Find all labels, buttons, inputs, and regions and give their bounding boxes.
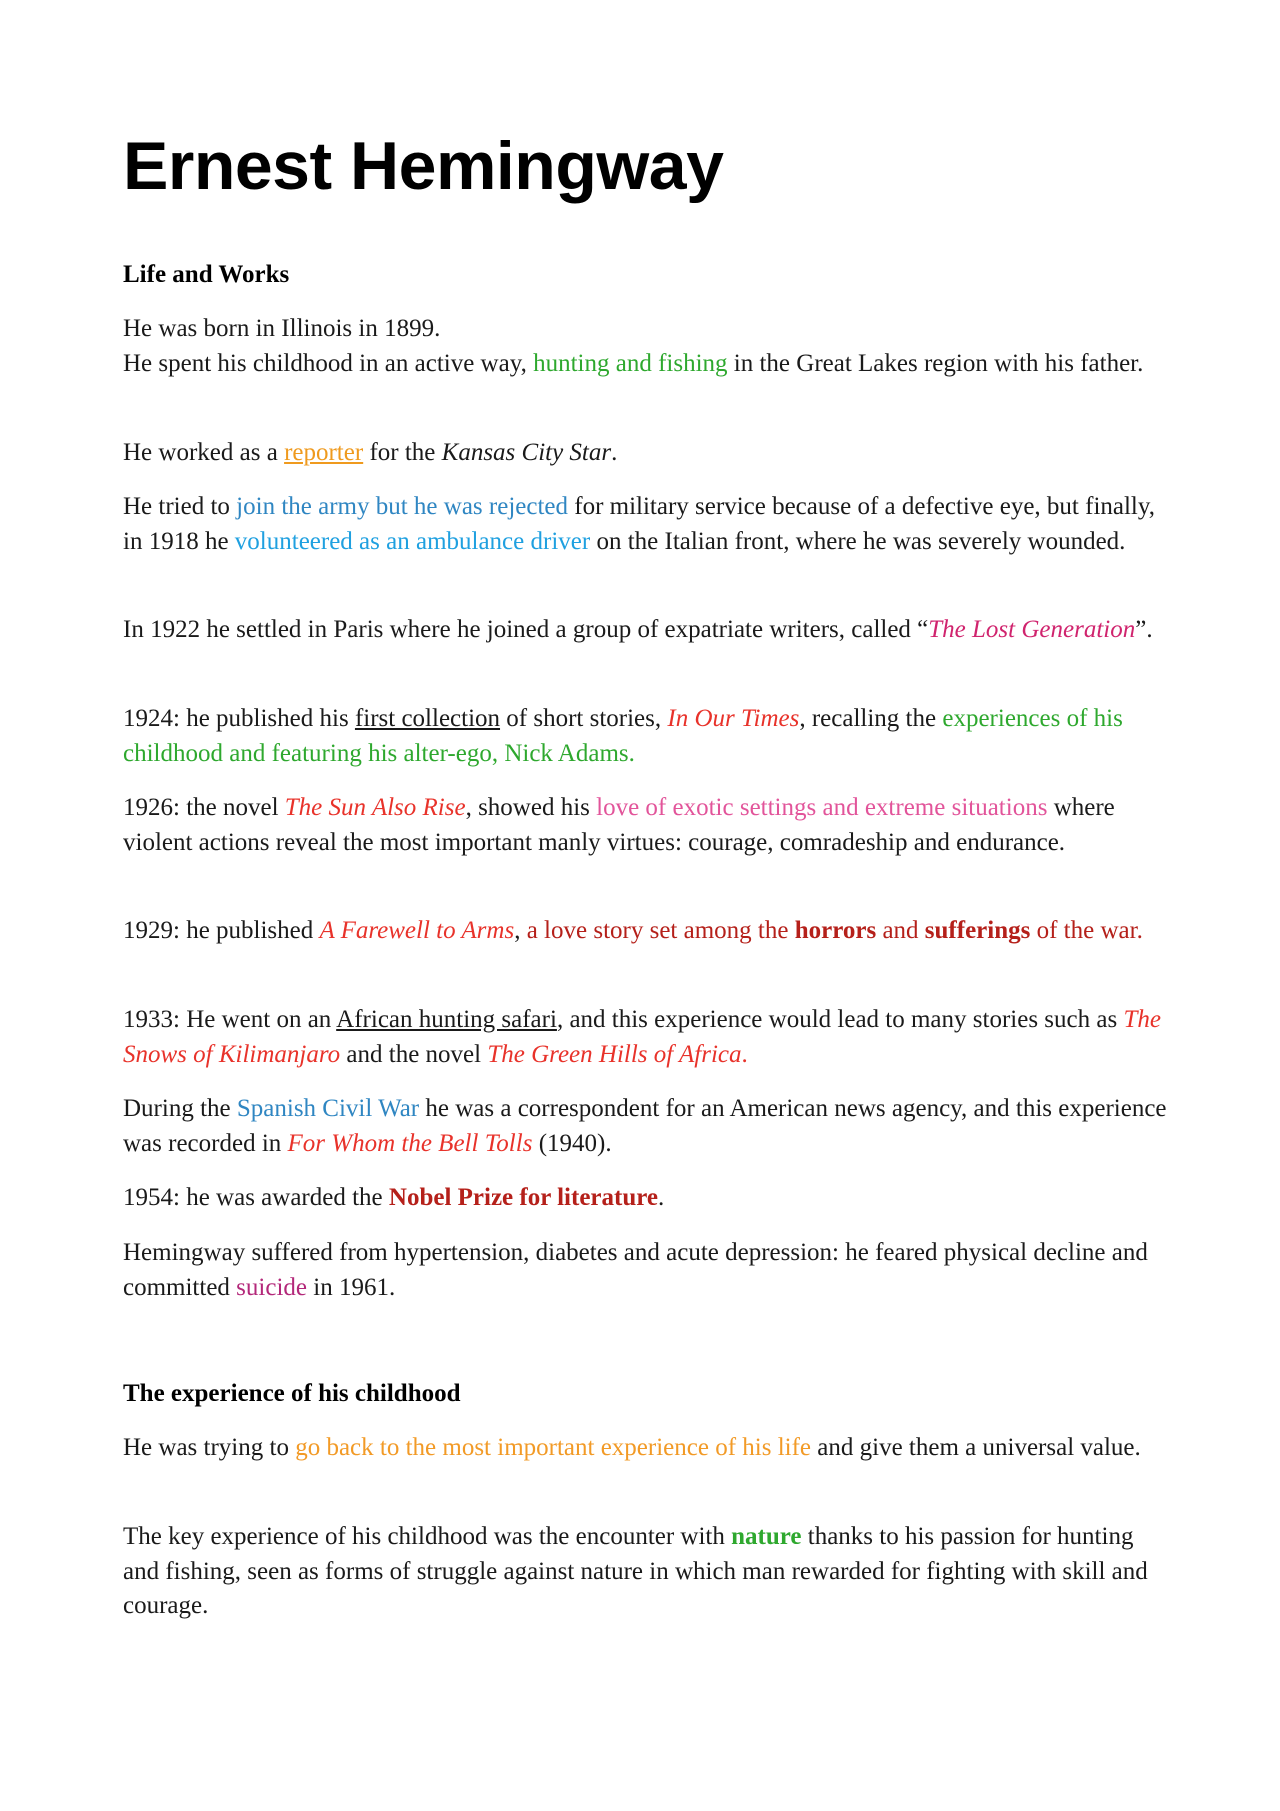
text: , recalling the [799, 705, 943, 732]
text: He spent his childhood in an active way, [123, 349, 534, 377]
section-childhood [123, 1377, 1173, 1412]
highlight-nick-adams: experiences of his childhood and featuring his alter-ego, Nick Adams. [123, 705, 1123, 767]
highlight-nobel-prize: Nobel Prize for literature [388, 1184, 658, 1211]
highlight-spanish-civil-war: Spanish Civil War [236, 1095, 420, 1122]
text: in 1961. [307, 1273, 396, 1301]
title-green-hills-of-africa: The Green Hills of Africa [487, 1040, 742, 1068]
paragraph-army [123, 490, 1173, 559]
text: where violent actions reveal the most important manly virtues: courage, comradeship and endurance. [123, 794, 1115, 856]
text: (1940). [532, 1129, 612, 1157]
text: 1929: he published [123, 917, 320, 944]
page-title: Ernest Hemingway [123, 128, 724, 204]
text: . [658, 1184, 665, 1211]
title-kansas-city-star: Kansas City Star [441, 439, 612, 466]
text: During the [123, 1095, 237, 1122]
text: 1933: He went on an [123, 1006, 337, 1033]
text: for the [363, 439, 442, 466]
text: He tried to [123, 493, 237, 520]
highlight-first-collection: first collection [354, 705, 501, 732]
title-farewell-to-arms: A Farewell to Arms [319, 917, 515, 944]
title-for-whom-bell-tolls: For Whom the Bell Tolls [287, 1129, 533, 1157]
paragraph-paris [123, 613, 1173, 648]
text: and give them a universal value. [811, 1434, 1141, 1461]
paragraph-go-back [123, 1431, 1173, 1466]
text: . [741, 1040, 748, 1068]
highlight-ambulance-driver: volunteered as an ambulance driver [234, 527, 591, 555]
paragraph-reporter [123, 436, 1173, 471]
highlight-lost-generation: The Lost Generation [928, 616, 1136, 643]
highlight-reporter: reporter [284, 439, 364, 466]
paragraph-spanish-civil-war [123, 1092, 1173, 1161]
text: Hemingway suffered from hypertension, diabetes and acute depression: he feared physical decline and committed [123, 1239, 1148, 1301]
paragraph-1929 [123, 914, 1173, 949]
title-in-our-times: In Our Times [667, 705, 800, 732]
highlight-exotic-settings: love of exotic settings and extreme situations [596, 794, 1048, 821]
highlight-love-story: a love story set among the [526, 917, 795, 944]
text: of short stories, [500, 705, 668, 732]
paragraph-death [123, 1236, 1173, 1305]
paragraph-1926 [123, 791, 1173, 860]
section-life-and-works [123, 258, 1173, 293]
text: In 1922 he settled in Paris where he joined a group of expatriate writers, called “ [123, 616, 929, 643]
text: 1954: he was awarded the [123, 1184, 389, 1211]
highlight-suicide: suicide [236, 1273, 307, 1301]
text: thanks to his passion for hunting and fishing, seen as forms of struggle against nature in which man rewarded for fighting with skill and courage. [123, 1523, 1148, 1619]
text: in the Great Lakes region with his father. [727, 349, 1144, 377]
highlight-join-army: join the army but he was rejected [236, 493, 568, 520]
highlight-important-experience: go back to the most important experience of his life [295, 1434, 812, 1461]
text: . [611, 439, 618, 466]
text: The key experience of his childhood was the encounter with [123, 1523, 732, 1550]
text: He worked as a [123, 439, 285, 466]
paragraph-childhood [123, 347, 1173, 382]
text: and [876, 917, 925, 944]
text: and the novel [340, 1040, 488, 1068]
text: ”. [1135, 616, 1153, 643]
section-heading-childhood: The experience of his childhood [123, 1380, 461, 1407]
highlight-sufferings: sufferings [924, 917, 1031, 944]
paragraph-birth-line1: He was born in Illinois in 1899. [123, 315, 441, 342]
highlight-nature: nature [731, 1523, 802, 1550]
paragraph-1933 [123, 1003, 1173, 1072]
text: He was trying to [123, 1434, 296, 1461]
text: , and this experience would lead to many stories such as [556, 1006, 1124, 1033]
text: on the Italian front, where he was severely wounded. [590, 527, 1126, 555]
paragraph-birth [123, 312, 1173, 381]
text: 1926: the novel [123, 794, 285, 821]
text: he was a correspondent for an American news agency, and this experience was recorded in [123, 1095, 1167, 1157]
title-sun-also-rise: The Sun Also Rise [284, 794, 466, 821]
highlight-horrors: horrors [794, 917, 877, 944]
paragraph-1924 [123, 702, 1173, 771]
text: , showed his [465, 794, 597, 821]
highlight-african-safari: African hunting safari [336, 1006, 557, 1033]
title-snows-of-kilimanjaro: The Snows of Kilimanjaro [123, 1006, 1161, 1068]
text: , [514, 917, 527, 944]
highlight-hunting-fishing: hunting and fishing [533, 349, 728, 377]
paragraph-1954 [123, 1181, 1173, 1216]
paragraph-nature [123, 1520, 1173, 1624]
section-heading-life-and-works: Life and Works [123, 261, 290, 288]
text: of the war. [1030, 917, 1143, 944]
text: for military service because of a defective eye, but finally, in 1918 he [123, 493, 1155, 555]
text: 1924: he published his [123, 705, 355, 732]
